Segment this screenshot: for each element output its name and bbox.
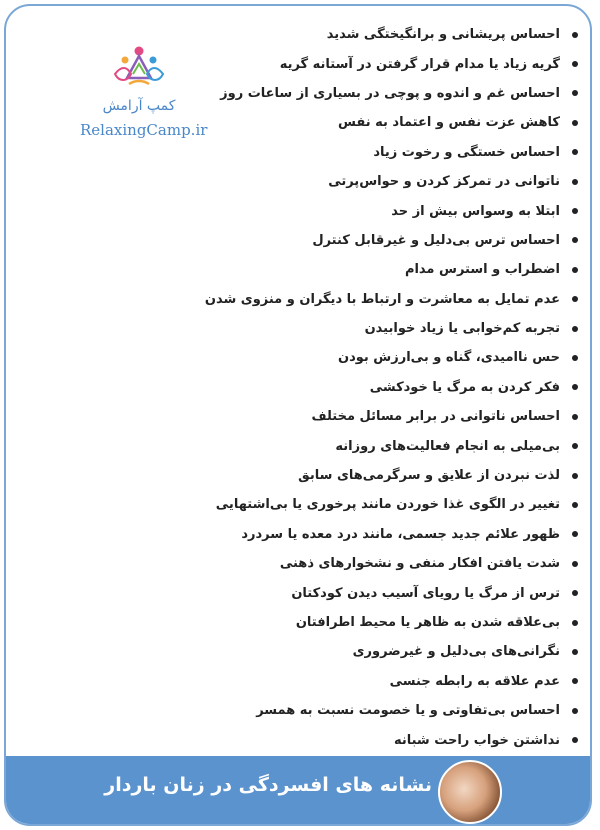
list-item [158, 49, 578, 78]
list-item [158, 549, 578, 578]
bullet-icon [572, 531, 578, 537]
bullet-icon [572, 326, 578, 332]
logo-url[interactable]: RelaxingCamp.ir [80, 121, 208, 139]
bullet-icon [572, 149, 578, 155]
symptom-text: احساس ترس بی‌دلیل و غیرقابل کنترل [312, 232, 560, 248]
bullet-icon [572, 561, 578, 567]
list-item [158, 285, 578, 314]
list-item [158, 226, 578, 255]
bullet-icon [572, 32, 578, 38]
list-item [158, 373, 578, 402]
symptom-text: نگرانی‌های بی‌دلیل و غیرضروری [352, 644, 560, 660]
list-item [158, 108, 578, 137]
bullet-icon [572, 737, 578, 743]
symptom-text: کاهش عزت نفس و اعتماد به نفس [337, 115, 560, 131]
symptom-text: احساس پریشانی و برانگیختگی شدید [326, 27, 560, 43]
list-item [158, 608, 578, 637]
footer-title: نشانه های افسردگی در زنان باردار [104, 774, 432, 796]
symptom-text: لذت نبردن از علایق و سرگرمی‌های سابق [298, 468, 560, 484]
bullet-icon [572, 473, 578, 479]
list-item [158, 490, 578, 519]
symptom-text: احساس غم و اندوه و پوچی در بسیاری از ساعات روز [220, 85, 560, 101]
symptom-text: بی‌میلی به انجام فعالیت‌های روزانه [335, 438, 560, 454]
footer-banner [6, 756, 590, 824]
bullet-icon [572, 443, 578, 449]
bullet-icon [572, 267, 578, 273]
list-item [158, 20, 578, 49]
symptom-text: تجربه کم‌خوابی یا زیاد خوابیدن [364, 321, 560, 337]
bullet-icon [572, 414, 578, 420]
list-item [158, 520, 578, 549]
list-item [158, 402, 578, 431]
symptom-text: تغییر در الگوی غذا خوردن مانند پرخوری یا بی‌اشتهایی [215, 497, 560, 513]
infographic-card [4, 4, 592, 826]
symptom-list [158, 20, 578, 755]
symptom-text: ناتوانی در تمرکز کردن و حواس‌پرتی [328, 174, 560, 190]
list-item [158, 431, 578, 460]
symptom-text: گریه زیاد یا مدام قرار گرفتن در آستانه گریه [279, 56, 560, 72]
bullet-icon [572, 649, 578, 655]
bullet-icon [572, 208, 578, 214]
bullet-icon [572, 355, 578, 361]
list-item [158, 461, 578, 490]
symptom-text: عدم تمایل به معاشرت و ارتباط با دیگران و منزوی شدن [204, 291, 560, 307]
bullet-icon [572, 90, 578, 96]
symptom-text: ترس از مرگ یا رویای آسیب دیدن کودکتان [291, 585, 560, 601]
bullet-icon [572, 179, 578, 185]
symptom-text: ظهور علائم جدید جسمی، مانند درد معده یا سردرد [241, 526, 560, 542]
list-item [158, 343, 578, 372]
list-item [158, 637, 578, 666]
symptom-text: احساس ناتوانی در برابر مسائل مختلف [311, 409, 560, 425]
list-item [158, 79, 578, 108]
bullet-icon [572, 708, 578, 714]
logo-name: کمپ آرامش [102, 98, 176, 114]
bullet-icon [572, 120, 578, 126]
list-item [158, 725, 578, 754]
bullet-icon [572, 502, 578, 508]
symptom-text: احساس خستگی و رخوت زیاد [373, 144, 560, 160]
bullet-icon [572, 384, 578, 390]
list-item [158, 255, 578, 284]
list-item [158, 167, 578, 196]
bullet-icon [572, 61, 578, 67]
symptom-text: عدم علاقه به رابطه جنسی [389, 673, 560, 689]
list-item [158, 578, 578, 607]
list-item [158, 196, 578, 225]
bullet-icon [572, 296, 578, 302]
symptom-text: فکر کردن به مرگ یا خودکشی [369, 379, 560, 395]
symptom-text: ابتلا به وسواس بیش از حد [391, 203, 560, 219]
symptom-text: نداشتن خواب راحت شبانه [393, 732, 560, 748]
symptom-text: شدت یافتن افکار منفی و نشخوارهای ذهنی [279, 556, 560, 572]
bullet-icon [572, 620, 578, 626]
symptom-text: حس ناامیدی، گناه و بی‌ارزش بودن [337, 350, 560, 366]
list-item [158, 138, 578, 167]
symptom-text: اضطراب و استرس مدام [404, 262, 560, 278]
list-item [158, 696, 578, 725]
symptom-text: بی‌علاقه شدن به ظاهر یا محیط اطرافتان [295, 615, 560, 630]
bullet-icon [572, 678, 578, 684]
list-item [158, 667, 578, 696]
bullet-icon [572, 590, 578, 596]
symptom-text: احساس بی‌تفاوتی و یا خصومت نسبت به همسر [256, 703, 560, 719]
list-item [158, 314, 578, 343]
bullet-icon [572, 237, 578, 243]
pregnant-woman-photo [438, 760, 502, 824]
